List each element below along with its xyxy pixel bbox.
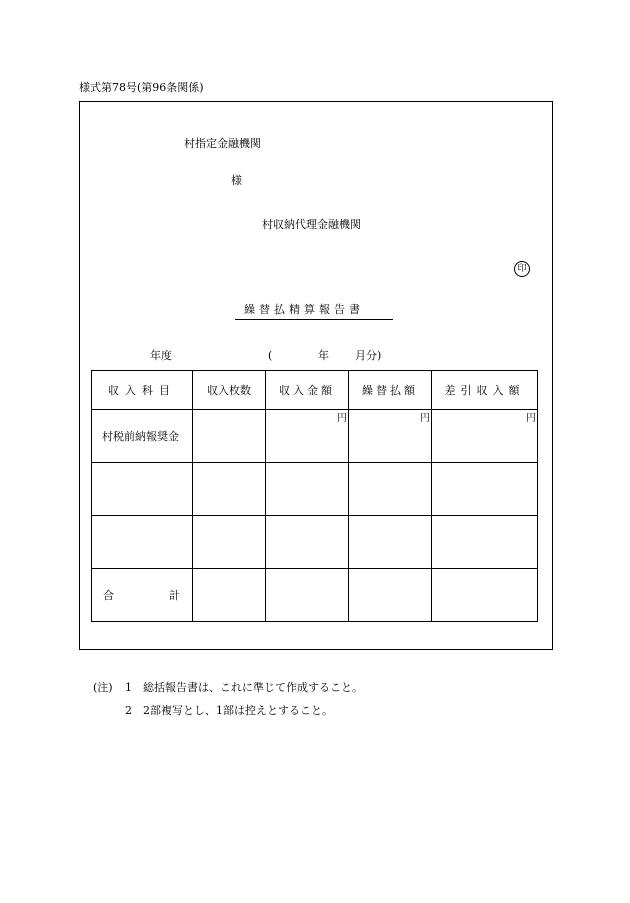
row-label: 村税前納報奨金	[92, 410, 193, 463]
cell-substitute[interactable]	[349, 463, 432, 516]
cell-substitute[interactable]	[349, 516, 432, 569]
row-label	[92, 516, 193, 569]
seal-icon: 印	[514, 261, 530, 277]
cell-count[interactable]	[193, 516, 266, 569]
yen-unit: 円	[337, 413, 347, 424]
total-label-left: 合	[103, 589, 114, 602]
form-number: 様式第78号(第96条関係)	[79, 81, 204, 94]
total-label-right: 計	[169, 589, 180, 602]
row-label	[92, 463, 193, 516]
designated-bank-label: 村指定金融機関	[184, 137, 261, 150]
cell-net[interactable]	[432, 463, 538, 516]
yen-unit: 円	[526, 413, 536, 424]
period-open-paren: (	[268, 349, 273, 362]
cell-net[interactable]	[432, 516, 538, 569]
total-row	[92, 569, 538, 622]
table-row	[92, 410, 538, 463]
fiscal-year-label: 年度	[150, 349, 172, 362]
period-month-label: 月分)	[355, 349, 382, 362]
total-amount[interactable]	[266, 569, 349, 622]
notes-heading: (注)	[93, 681, 113, 694]
total-count[interactable]	[193, 569, 266, 622]
report-title: 繰替払精算報告書	[244, 303, 364, 316]
note-text: 2部複写とし、1部は控えとすること。	[143, 704, 333, 717]
cell-count[interactable]	[193, 463, 266, 516]
note-number: 1	[125, 681, 132, 694]
honorific: 様	[231, 174, 242, 187]
header-revenue-item: 収入科目	[92, 371, 193, 410]
note-number: 2	[125, 704, 132, 717]
header-revenue-count: 収入枚数	[193, 371, 266, 410]
report-table	[91, 370, 538, 622]
title-underline	[235, 319, 393, 320]
cell-net[interactable]	[432, 410, 538, 463]
collecting-bank-label: 村収納代理金融機関	[262, 218, 361, 231]
period-year-label: 年	[318, 349, 329, 362]
table-row	[92, 516, 538, 569]
cell-count[interactable]	[193, 410, 266, 463]
total-label	[92, 569, 193, 622]
total-net[interactable]	[432, 569, 538, 622]
total-substitute[interactable]	[349, 569, 432, 622]
header-substitute-payment: 繰替払額	[349, 371, 432, 410]
yen-unit: 円	[420, 413, 430, 424]
note-text: 総括報告書は、これに準じて作成すること。	[143, 681, 363, 694]
header-net-revenue: 差引収入額	[432, 371, 538, 410]
table-row	[92, 463, 538, 516]
cell-amount[interactable]	[266, 516, 349, 569]
cell-amount[interactable]	[266, 463, 349, 516]
cell-substitute[interactable]	[349, 410, 432, 463]
table-header-row	[92, 371, 538, 410]
cell-amount[interactable]	[266, 410, 349, 463]
header-revenue-amount: 収入金額	[266, 371, 349, 410]
